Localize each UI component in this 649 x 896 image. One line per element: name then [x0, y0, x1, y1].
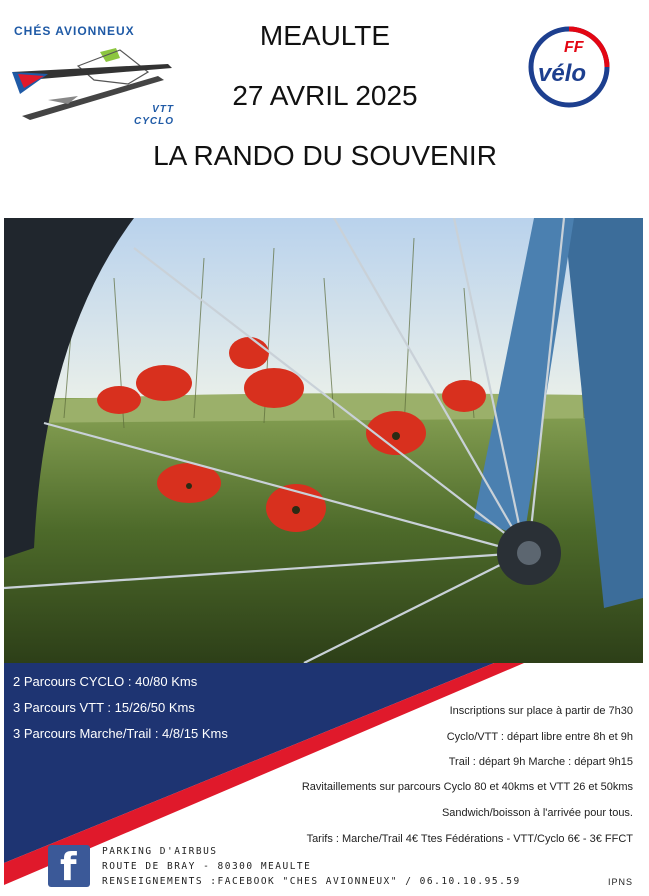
address-route: ROUTE DE BRAY - 80300 MEAULTE [102, 861, 312, 872]
ff-text: FF [564, 39, 584, 56]
info-depart-cyclo-vtt: Cyclo/VTT : départ libre entre 8h et 9h [446, 731, 633, 743]
printer-ipns: IPNS [607, 877, 633, 887]
facebook-icon[interactable]: f [48, 845, 90, 887]
poppy-wheel-photo [4, 218, 643, 663]
info-depart-trail-marche: Trail : départ 9h Marche : départ 9h15 [448, 756, 633, 768]
logo-brand-text: CHÉS AVIONNEUX [14, 24, 135, 38]
date-title: 27 AVRIL 2025 [232, 80, 418, 111]
logo-vtt-text: VTT [152, 104, 174, 115]
info-tarifs: Tarifs : Marche/Trail 4€ Ttes Fédérations - VTT/Cyclo 6€ - 3€ FFCT [306, 833, 633, 845]
address-parking: PARKING D'AIRBUS [102, 846, 218, 857]
town-title: MEAULTE [259, 20, 391, 51]
velo-text: vélo [538, 60, 587, 87]
info-inscriptions: Inscriptions sur place à partir de 7h30 [449, 705, 633, 717]
ff-velo-logo [526, 24, 612, 110]
logo-cyclo-text: CYCLO [134, 116, 174, 127]
parcours-marche-trail: 3 Parcours Marche/Trail : 4/8/15 Kms [13, 726, 228, 741]
info-sandwich: Sandwich/boisson à l'arrivée pour tous. [441, 807, 633, 819]
parcours-cyclo: 2 Parcours CYCLO : 40/80 Kms [13, 674, 198, 689]
photo-illustration [4, 218, 643, 663]
tricolor-background [4, 663, 643, 896]
info-panel [4, 663, 643, 896]
contact-renseignements: RENSEIGNEMENTS :FACEBOOK "CHES AVIONNEUX" / 06.10.10.95.59 [102, 876, 521, 887]
info-ravitaillements: Ravitaillements sur parcours Cyclo 80 et 40kms et VTT 26 et 50kms [301, 781, 633, 793]
event-title: LA RANDO DU SOUVENIR [153, 140, 497, 171]
parcours-vtt: 3 Parcours VTT : 15/26/50 Kms [13, 700, 195, 715]
